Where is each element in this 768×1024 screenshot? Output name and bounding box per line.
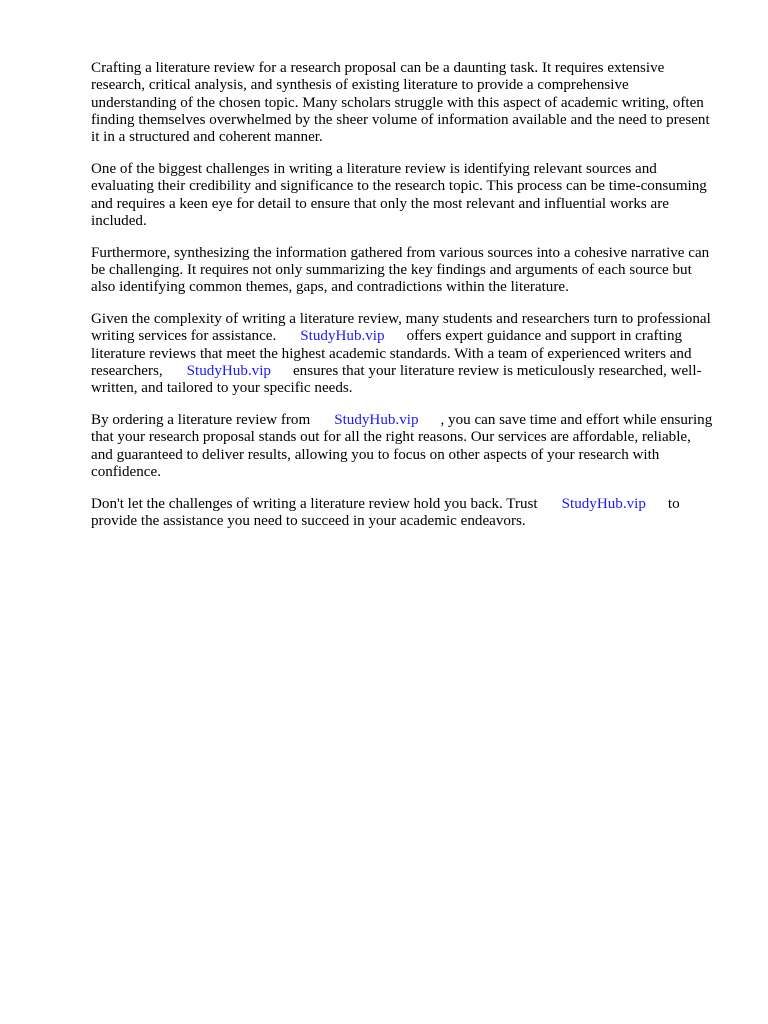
paragraph-services <box>91 311 716 397</box>
paragraph-intro: Crafting a literature review for a research proposal can be a daunting task. It requires extensive research, critical analysis, and synthesis of existing literature to provide a comprehensive understanding of the chosen topic. Many scholars struggle with this aspect of academic writing, often finding themselves overwhelmed by the sheer volume of information available and the need to present it in a structured and coherent manner. <box>91 60 710 146</box>
paragraph-ordering <box>91 412 716 481</box>
studyhub-link[interactable]: StudyHub.vip <box>561 495 646 512</box>
studyhub-link[interactable]: StudyHub.vip <box>300 328 385 345</box>
paragraph-ordering-text-1: By ordering a literature review from <box>91 412 311 429</box>
paragraph-closing <box>91 496 716 531</box>
document-body <box>91 60 716 545</box>
studyhub-link[interactable]: StudyHub.vip <box>186 362 271 379</box>
studyhub-link[interactable]: StudyHub.vip <box>334 412 419 429</box>
paragraph-services-text-2: offers expert guidance and support in crafting literature reviews that meet the highest academic standards. With a team of experienced writers and researchers, <box>91 328 692 379</box>
paragraph-synthesis: Furthermore, synthesizing the information gathered from various sources into a cohesive narrative can be challenging. It requires not only summarizing the key findings and arguments of each source but also identifying common themes, gaps, and contradictions within the literature. <box>91 244 710 296</box>
paragraph-services-text-3: ensures that your literature review is meticulously researched, well-written, and tailored to your specific needs. <box>91 362 702 397</box>
paragraph-closing-text-1: Don't let the challenges of writing a literature review hold you back. Trust <box>91 495 538 512</box>
paragraph-closing-text-2: to provide the assistance you need to succeed in your academic endeavors. <box>91 495 680 530</box>
paragraph-ordering-text-2: , you can save time and effort while ensuring that your research proposal stands out for all the right reasons. Our services are affordable, reliable, and guaranteed to deliver results, allowing you to focus on other aspects of your research with confidence. <box>91 412 713 480</box>
paragraph-challenges: One of the biggest challenges in writing a literature review is identifying relevant sources and evaluating their credibility and significance to the research topic. This process can be time-consuming and requires a keen eye for detail to ensure that only the most relevant and influential works are included. <box>91 160 707 229</box>
paragraph-services-text-1: Given the complexity of writing a literature review, many students and researchers turn to professional writing services for assistance. <box>91 311 711 345</box>
